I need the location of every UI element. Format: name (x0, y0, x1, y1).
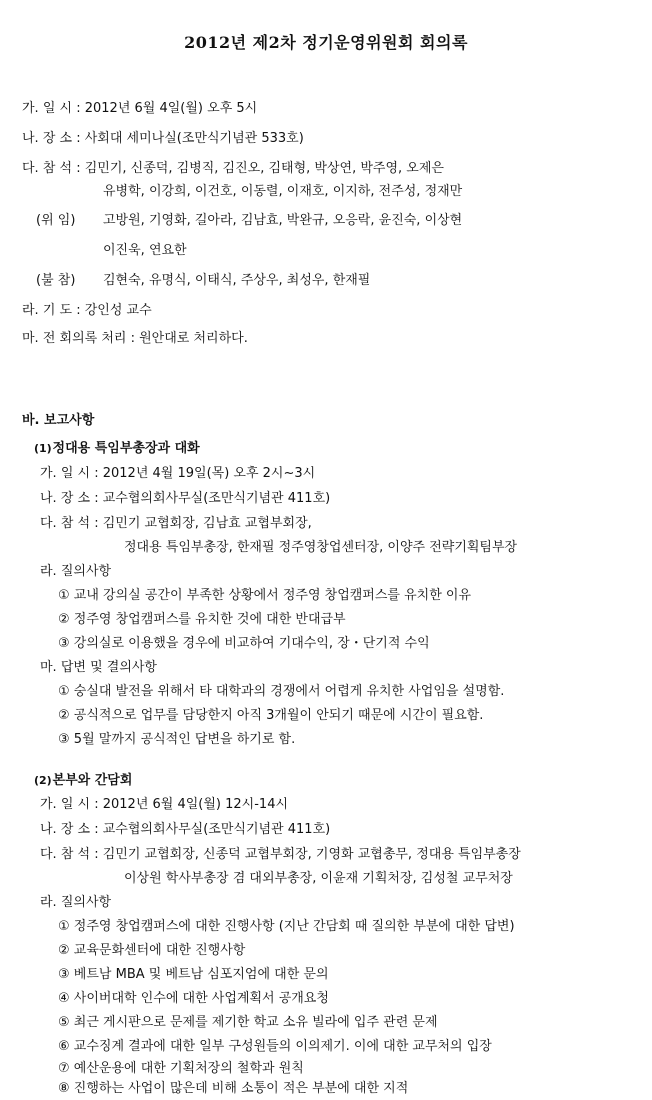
section-1-heading-row (34, 440, 200, 458)
attendees-line-1: 김민기, 신종덕, 김병직, 김진오, 김태형, 박상연, 박주영, 오제은 (84, 161, 444, 176)
proxy-line-2: 이진욱, 연요한 (103, 243, 187, 258)
s1-place-row (40, 490, 330, 508)
s1-date-row (40, 465, 315, 483)
s2-question-3-text: 베트남 MBA 및 베트남 심포지엄에 대한 문의 (73, 967, 329, 982)
s1-date-label: 가. 일 시 : (40, 466, 99, 481)
s2-attend-line-1: 김민기 교협회장, 신종덕 교협부회장, 기영화 교협총무, 정대용 특임부총장 (102, 847, 521, 862)
previous-minutes-value: 원안대로 처리하다. (139, 331, 248, 346)
s2-question-6 (58, 1038, 492, 1056)
s2-question-2-number: ② (58, 943, 70, 958)
s2-attend-line-2: 이상원 학사부총장 겸 대외부총장, 이윤재 기획처장, 김성철 교무처장 (124, 871, 513, 886)
s2-questions-label: 라. 질의사항 (40, 895, 112, 910)
s2-question-8 (58, 1080, 408, 1098)
s1-attend-line-2: 정대용 특임부총장, 한재필 정주영창업센터장, 이양주 전략기획팀부장 (124, 540, 518, 555)
proxy-label: (위 임) (36, 213, 76, 228)
s2-question-5-number: ⑤ (58, 1015, 70, 1030)
s1-answer-3-number: ③ (58, 732, 70, 747)
s2-question-1-number: ① (58, 919, 70, 934)
s2-question-3-number: ③ (58, 967, 70, 982)
s2-date-label: 가. 일 시 : (40, 797, 99, 812)
attendees-line-2: 유병학, 이강희, 이건호, 이동렬, 이재호, 이지하, 전주성, 정재만 (103, 184, 463, 199)
s1-question-3-number: ③ (58, 636, 70, 651)
prayer-row (22, 302, 152, 320)
previous-minutes-row (22, 330, 248, 348)
s2-place-value: 교수협의회사무실(조만식기념관 411호) (102, 822, 331, 837)
s1-question-2-number: ② (58, 612, 70, 627)
prayer-value: 강인성 교수 (84, 303, 152, 318)
s2-question-7 (58, 1060, 304, 1078)
section-2-number: (2) (34, 774, 52, 787)
s2-date-row (40, 796, 288, 814)
previous-minutes-label: 마. 전 회의록 처리 : (22, 331, 135, 346)
s1-attend-line-1: 김민기 교협회장, 김남효 교협부회장, (102, 516, 312, 531)
s2-question-5 (58, 1014, 438, 1032)
section-2-heading: 본부와 간담회 (52, 773, 133, 788)
section-1-number: (1) (34, 442, 52, 455)
s2-question-3 (58, 966, 329, 984)
meeting-date-value: 2012년 6월 4일(월) 오후 5시 (84, 101, 258, 116)
s2-question-6-text: 교수징계 결과에 대한 일부 구성원들의 이의제기. 이에 대한 교무처의 입장 (73, 1039, 492, 1054)
s1-attend-label: 다. 참 석 : (40, 516, 99, 531)
s2-place-row (40, 821, 330, 839)
meeting-place-label: 나. 장 소 : (22, 131, 81, 146)
s2-question-1 (58, 918, 515, 936)
s1-answer-2-number: ② (58, 708, 70, 723)
s2-question-4-number: ④ (58, 991, 70, 1006)
s2-attend-row (40, 846, 521, 864)
section-2-heading-row (34, 772, 132, 790)
s1-answer-2 (58, 707, 483, 725)
s1-date-value: 2012년 4월 19일(목) 오후 2시~3시 (102, 466, 316, 481)
s1-answer-3 (58, 731, 295, 749)
absent-value: 김현숙, 유명식, 이태식, 주상우, 최성우, 한재필 (103, 273, 371, 288)
s2-question-2-text: 교육문화센터에 대한 진행사항 (73, 943, 246, 958)
s2-date-value: 2012년 6월 4일(월) 12시-14시 (102, 797, 289, 812)
s1-questions-label: 라. 질의사항 (40, 564, 112, 579)
s2-question-5-text: 최근 게시판으로 문제를 제기한 학교 소유 빌라에 입주 관련 문제 (73, 1015, 438, 1030)
s1-question-3 (58, 635, 430, 653)
meeting-date-label: 가. 일 시 : (22, 101, 81, 116)
s2-attend-label: 다. 참 석 : (40, 847, 99, 862)
s2-question-8-number: ⑧ (58, 1081, 70, 1096)
s2-place-label: 나. 장 소 : (40, 822, 99, 837)
s1-answers-label: 마. 답변 및 결의사항 (40, 660, 157, 675)
s2-question-2 (58, 942, 245, 960)
s1-question-2-text: 정주영 창업캠퍼스를 유치한 것에 대한 반대급부 (73, 612, 346, 627)
meeting-place-row (22, 130, 304, 148)
s1-answer-3-text: 5월 말까지 공식적인 답변을 하기로 함. (73, 732, 296, 747)
s2-question-4 (58, 990, 329, 1008)
absent-label: (불 참) (36, 273, 76, 288)
s2-question-8-text: 진행하는 사업이 많은데 비해 소통이 적은 부분에 대한 지적 (73, 1081, 409, 1096)
s1-answer-2-text: 공식적으로 업무를 담당한지 아직 3개월이 안되기 때문에 시간이 필요함. (73, 708, 484, 723)
attendees-row (22, 160, 444, 178)
document-title: 2012년 제2차 정기운영위원회 회의록 (184, 33, 468, 52)
s2-question-7-text: 예산운용에 대한 기획처장의 철학과 원칙 (73, 1061, 304, 1076)
s1-question-1-text: 교내 강의실 공간이 부족한 상황에서 정주영 창업캠퍼스를 유치한 이유 (73, 588, 472, 603)
s1-place-value: 교수협의회사무실(조만식기념관 411호) (102, 491, 331, 506)
s1-answer-1-number: ① (58, 684, 70, 699)
meeting-place-value: 사회대 세미나실(조만식기념관 533호) (84, 131, 304, 146)
s1-place-label: 나. 장 소 : (40, 491, 99, 506)
s1-question-1 (58, 587, 471, 605)
s2-question-4-text: 사이버대학 인수에 대한 사업계획서 공개요청 (73, 991, 329, 1006)
proxy-line-1: 고방원, 기영화, 길아라, 김남효, 박완규, 오응락, 윤진숙, 이상현 (103, 213, 463, 228)
report-heading: 바. 보고사항 (22, 413, 95, 428)
s2-question-1-text: 정주영 창업캠퍼스에 대한 진행사항 (지난 간담회 때 질의한 부분에 대한 답변) (73, 919, 515, 934)
s2-question-7-number: ⑦ (58, 1061, 70, 1076)
s1-answer-1-text: 숭실대 발전을 위해서 타 대학과의 경쟁에서 어렵게 유치한 사업임을 설명함. (73, 684, 505, 699)
s1-attend-row (40, 515, 312, 533)
s1-answer-1 (58, 683, 504, 701)
attendees-label: 다. 참 석 : (22, 161, 81, 176)
proxy-row (36, 212, 75, 230)
s1-question-2 (58, 611, 346, 629)
prayer-label: 라. 기 도 : (22, 303, 81, 318)
meeting-date-row (22, 100, 257, 118)
s2-question-6-number: ⑥ (58, 1039, 70, 1054)
section-1-heading: 정대용 특임부총장과 대화 (52, 441, 200, 456)
s1-question-1-number: ① (58, 588, 70, 603)
s1-question-3-text: 강의실로 이용했을 경우에 비교하여 기대수익, 장・단기적 수익 (73, 636, 430, 651)
